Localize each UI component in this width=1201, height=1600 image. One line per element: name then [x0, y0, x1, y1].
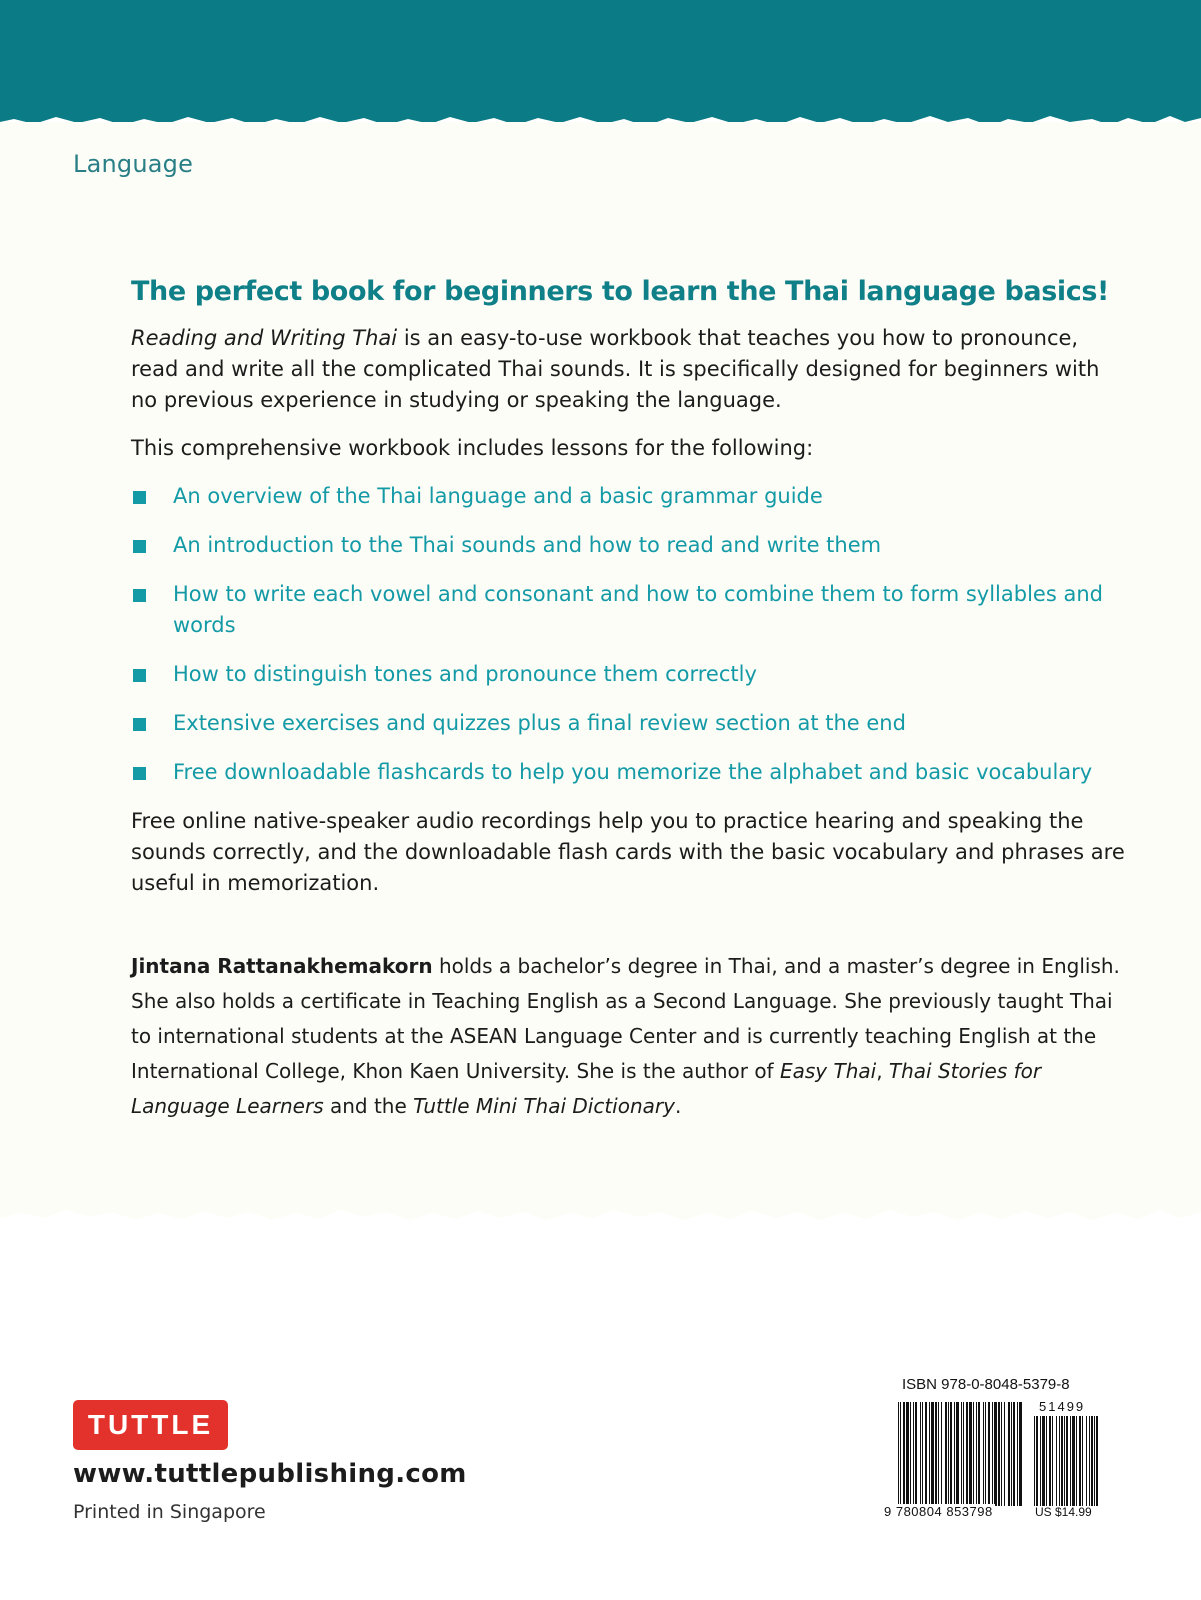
- barcode-bar: [915, 1402, 917, 1506]
- barcode-bar: [994, 1402, 997, 1506]
- barcode-bar: [910, 1402, 911, 1506]
- author-name: Jintana Rattanakhemakorn: [131, 954, 433, 978]
- barcode-bar: [1061, 1416, 1063, 1506]
- barcode-bar: [931, 1402, 934, 1506]
- list-item: [131, 530, 1131, 561]
- barcode-bar: [1011, 1402, 1012, 1506]
- intro-paragraph: [131, 323, 1131, 416]
- barcode-bar: [906, 1402, 909, 1506]
- barcode-bar: [1056, 1416, 1057, 1506]
- barcode-bar: [963, 1402, 964, 1506]
- list-item: [131, 659, 1131, 690]
- barcode-bar: [1089, 1416, 1090, 1506]
- barcode-main: [898, 1402, 1024, 1506]
- bio-end: .: [674, 1094, 682, 1118]
- barcode-bar: [898, 1402, 899, 1506]
- list-item-text: An introduction to the Thai sounds and how to read and write them: [173, 533, 882, 557]
- barcode-addon: [1034, 1416, 1098, 1506]
- barcode-bar: [1064, 1416, 1065, 1506]
- barcode-bar: [1017, 1402, 1018, 1506]
- square-bullet-icon: [133, 491, 146, 504]
- torn-teal-band: [0, 0, 1201, 126]
- list-item: [131, 579, 1131, 641]
- barcode-bar: [950, 1402, 952, 1506]
- barcode-bar: [1042, 1416, 1045, 1506]
- list-item-text: Free downloadable flashcards to help you memorize the alphabet and basic vocabulary: [173, 760, 1093, 784]
- barcode-price: US $14.99: [1035, 1505, 1092, 1519]
- list-item-text: An overview of the Thai language and a basic grammar guide: [173, 484, 823, 508]
- tuttle-logo: TUTTLE: [73, 1400, 228, 1450]
- barcode-bar: [954, 1402, 955, 1506]
- book-title: Reading and Writing Thai: [131, 326, 398, 350]
- square-bullet-icon: [133, 669, 146, 682]
- barcode-bar: [1004, 1402, 1005, 1506]
- barcode-bar: [1072, 1416, 1075, 1506]
- printed-in-note: Printed in Singapore: [73, 1501, 266, 1523]
- list-item-text: Extensive exercises and quizzes plus a final review section at the end: [173, 711, 906, 735]
- barcode-bar: [1040, 1416, 1041, 1506]
- barcode-bar: [1034, 1416, 1035, 1506]
- list-item-text: How to distinguish tones and pronounce them correctly: [173, 662, 757, 686]
- barcode-bar: [903, 1402, 905, 1506]
- barcode-bar: [1001, 1402, 1002, 1506]
- barcode-bar: [978, 1402, 980, 1506]
- barcode-bar: [925, 1402, 927, 1506]
- barcode-bar: [1086, 1416, 1087, 1506]
- barcode-bar: [983, 1402, 984, 1506]
- barcode-bar: [913, 1402, 914, 1506]
- list-item: [131, 757, 1131, 788]
- barcode-bar: [956, 1402, 959, 1506]
- lead-in-paragraph: This comprehensive workbook includes lessons for the following:: [131, 436, 814, 460]
- barcode-bar: [1070, 1416, 1071, 1506]
- barcode-bar: [1066, 1416, 1068, 1506]
- list-item-text: How to write each vowel and consonant and how to combine them to form syllables and words: [173, 582, 1103, 637]
- barcode-bar: [1019, 1402, 1022, 1506]
- barcode-bar: [1052, 1416, 1053, 1506]
- headline: The perfect book for beginners to learn the Thai language basics!: [131, 276, 1109, 307]
- barcode-bar: [1049, 1416, 1051, 1506]
- barcode-area: [882, 1372, 1112, 1532]
- barcode-bar: [941, 1402, 942, 1506]
- blurb-section: [131, 276, 1131, 1144]
- barcode-bar: [988, 1402, 990, 1506]
- publisher-website: www.tuttlepublishing.com: [73, 1459, 467, 1489]
- barcode-bar: [1046, 1416, 1047, 1506]
- isbn-text: ISBN 978-0-8048-5379-8: [902, 1376, 1070, 1393]
- barcode-bar: [992, 1402, 993, 1506]
- lesson-list: [131, 481, 1131, 788]
- barcode-bar: [948, 1402, 949, 1506]
- author-bio: [131, 949, 1131, 1124]
- barcode-bar: [935, 1402, 937, 1506]
- barcode-bar: [1013, 1402, 1015, 1506]
- barcode-bar: [1008, 1402, 1010, 1506]
- square-bullet-icon: [133, 589, 146, 602]
- barcode-bar: [1091, 1416, 1093, 1506]
- barcode-bar: [1079, 1416, 1081, 1506]
- barcode-bar: [1094, 1416, 1095, 1506]
- barcode-bar: [945, 1402, 947, 1506]
- list-item: [131, 481, 1131, 512]
- barcode-bar: [938, 1402, 939, 1506]
- barcode-bar: [1036, 1416, 1038, 1506]
- barcode-bar: [973, 1402, 974, 1506]
- bio-separator: ,: [876, 1059, 889, 1083]
- barcode-bar: [985, 1402, 986, 1506]
- barcode-bar: [900, 1402, 901, 1506]
- category-label: Language: [73, 150, 194, 178]
- barcode-bar: [920, 1402, 921, 1506]
- barcode-number: 9 780804 853798: [884, 1504, 993, 1519]
- square-bullet-icon: [133, 718, 146, 731]
- list-item: [131, 708, 1131, 739]
- bio-separator: and the: [323, 1094, 414, 1118]
- barcode-bar: [969, 1402, 972, 1506]
- barcode-bar: [976, 1402, 977, 1506]
- barcode-bar: [998, 1402, 1000, 1506]
- square-bullet-icon: [133, 767, 146, 780]
- price-code: 51499: [1039, 1399, 1086, 1414]
- book-thai-stories: Thai Stories for Language Learners: [131, 1059, 1042, 1118]
- bio-text: holds a bachelor’s degree in Thai, and a master’s degree in English. She also holds a certificate in Teaching English as a Second Language. She previously taught Thai to international students at the ASEAN Language Center and is currently teaching English at the International College, Khon Kaen University. She is the author of: [131, 954, 1120, 1083]
- barcode-bar: [1096, 1416, 1098, 1506]
- book-mini-dictionary: Tuttle Mini Thai Dictionary: [413, 1094, 675, 1118]
- barcode-bar: [922, 1402, 923, 1506]
- book-easy-thai: Easy Thai: [779, 1059, 877, 1083]
- barcode-bar: [1082, 1416, 1083, 1506]
- barcode-bar: [1059, 1416, 1060, 1506]
- barcode-bar: [929, 1402, 930, 1506]
- barcode-bar: [966, 1402, 968, 1506]
- square-bullet-icon: [133, 540, 146, 553]
- closing-paragraph: Free online native-speaker audio recordings help you to practice hearing and speaking the sounds correctly, and the downloadable flash cards with the basic vocabulary and phrases are useful in memorization.: [131, 809, 1125, 895]
- intro-text: is an easy-to-use workbook that teaches you how to pronounce, read and write all the complicated Thai sounds. It is specifically designed for beginners with no previous experience in studying or speaking the language.: [131, 326, 1100, 412]
- barcode-bar: [1076, 1416, 1077, 1506]
- barcode-bar: [961, 1402, 962, 1506]
